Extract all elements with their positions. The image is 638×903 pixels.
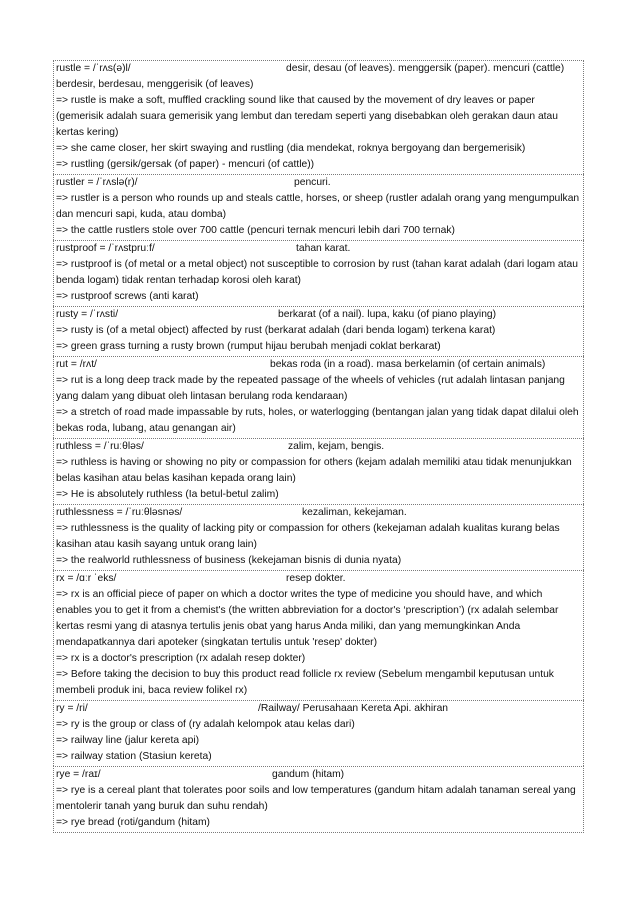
entry-line: => green grass turning a rusty brown (rumput hijau berubah menjadi coklat berkarat): [56, 341, 441, 352]
entry-headword: [56, 701, 581, 717]
entry-line: => ry is the group or class of (ry adalah kelompok atau kelas dari): [56, 719, 355, 730]
entry-pronunciation: ruthless = /ˈruːθləs/: [56, 441, 144, 452]
dictionary-entry-rut: [53, 356, 584, 438]
dictionary-page: [53, 60, 584, 833]
dictionary-entry-rustproof: [53, 240, 584, 306]
entry-translation: kezaliman, kekejaman.: [302, 507, 407, 518]
entry-pronunciation: rusty = /ˈrʌsti/: [56, 309, 119, 320]
entry-headword: [56, 357, 581, 373]
entry-pronunciation: rustle = /ˈrʌs(ə)l/: [56, 63, 131, 74]
entry-line: => the cattle rustlers stole over 700 cattle (pencuri ternak mencuri lebih dari 700 ternak): [56, 225, 455, 236]
entry-translation: tahan karat.: [296, 243, 351, 254]
entry-line: berdesir, berdesau, menggerisik (of leaves): [56, 79, 254, 90]
dictionary-entry-ruthlessness: [53, 504, 584, 570]
entry-headword: [56, 61, 581, 77]
entry-translation: /Railway/ Perusahaan Kereta Api. akhiran: [258, 703, 449, 714]
entry-translation: berkarat (of a nail). lupa, kaku (of piano playing): [278, 309, 497, 320]
entry-line: => rustling (gersik/gersak (of paper) - mencuri (of cattle)): [56, 159, 315, 170]
entry-line: => railway line (jalur kereta api): [56, 735, 200, 746]
dictionary-entry-rustle: [53, 60, 584, 174]
entry-translation: gandum (hitam): [272, 769, 345, 780]
entry-headword: [56, 767, 581, 783]
entry-headword: [56, 241, 581, 257]
entry-line: => she came closer, her skirt swaying and rustling (dia mendekat, roknya bergoyang dan bergemerisik): [56, 143, 526, 154]
entry-pronunciation: ry = /ri/: [56, 703, 88, 714]
entry-pronunciation: rye = /raɪ/: [56, 769, 101, 780]
dictionary-entry-ry: [53, 700, 584, 766]
entry-headword: [56, 307, 581, 323]
entry-line: => rut is a long deep track made by the repeated passage of the wheels of vehicles (rut adalah lintasan panjang yang dalam yang dibuat oleh lintasan berulang roda kendaraan): [56, 375, 565, 402]
dictionary-entry-rye: [53, 766, 584, 833]
entry-line: => rye is a cereal plant that tolerates poor soils and low temperatures (gandum hitam adalah tanaman sereal yang mentolerir tanah yang buruk dan suhu rendah): [56, 785, 576, 812]
entry-pronunciation: rustproof = /ˈrʌstpruːf/: [56, 243, 155, 254]
entry-line: => rustproof screws (anti karat): [56, 291, 199, 302]
entry-line: => rustle is make a soft, muffled crackling sound like that caused by the movement of dry leaves or paper (gemerisik adalah suara gemerisik yang lembut dan teredam seperti yang disebabkan oleh gerakan daun atau kertas kering): [56, 95, 558, 138]
entry-translation: bekas roda (in a road). masa berkelamin (of certain animals): [270, 359, 546, 370]
entry-line: => ruthless is having or showing no pity or compassion for others (kejam adalah memiliki atau tidak menunjukkan belas kasihan atau belas kasihan kepada orang lain): [56, 457, 572, 484]
entry-pronunciation: rustler = /ˈrʌslə(r)/: [56, 177, 138, 188]
entry-headword: [56, 571, 581, 587]
dictionary-entry-ruthless: [53, 438, 584, 504]
entry-headword: [56, 175, 581, 191]
entry-line: => railway station (Stasiun kereta): [56, 751, 212, 762]
entry-line: => rustproof is (of metal or a metal object) not susceptible to corrosion by rust (tahan karat adalah (dari logam atau benda logam) tidak rentan terhadap korosi oleh karat): [56, 259, 578, 286]
dictionary-entry-rustler: [53, 174, 584, 240]
entry-line: => He is absolutely ruthless (Ia betul-betul zalim): [56, 489, 279, 500]
entry-pronunciation: rx = /ɑːr ˈeks/: [56, 573, 117, 584]
entry-pronunciation: rut = /rʌt/: [56, 359, 97, 370]
entry-headword: [56, 439, 581, 455]
entry-line: => Before taking the decision to buy this product read follicle rx review (Sebelum mengambil keputusan untuk membeli produk ini, baca review folikel rx): [56, 669, 554, 696]
entry-translation: desir, desau (of leaves). menggersik (paper). mencuri (cattle): [286, 63, 565, 74]
entry-pronunciation: ruthlessness = /ˈruːθləsnəs/: [56, 507, 183, 518]
entry-headword: [56, 505, 581, 521]
entry-line: => rx is an official piece of paper on which a doctor writes the type of medicine you should have, and which enables you to get it from a chemist's (the written abbreviation for a doctor's ‘prescription’) (rx adalah selembar kertas resmi yang di atasnya tertulis jenis obat yang harus Anda miliki, dan yang memungkinkan Anda mendapatkannya dari apoteker (singkatan tertulis untuk 'resep' dokter): [56, 589, 559, 648]
entry-line: => ruthlessness is the quality of lacking pity or compassion for others (kekejaman adalah kualitas kurang belas kasihan atau kasih sayang untuk orang lain): [56, 523, 560, 550]
entry-line: => rusty is (of a metal object) affected by rust (berkarat adalah (dari benda logam) terkena karat): [56, 325, 496, 336]
dictionary-entry-rusty: [53, 306, 584, 356]
entry-line: => rx is a doctor's prescription (rx adalah resep dokter): [56, 653, 306, 664]
entry-translation: zalim, kejam, bengis.: [288, 441, 385, 452]
dictionary-entry-rx: [53, 570, 584, 700]
entry-translation: resep dokter.: [286, 573, 346, 584]
entry-translation: pencuri.: [294, 177, 331, 188]
entry-line: => a stretch of road made impassable by ruts, holes, or waterlogging (bentangan jalan yang tidak dapat dilalui oleh bekas roda, lubang, atau genangan air): [56, 407, 579, 434]
entry-line: => rustler is a person who rounds up and steals cattle, horses, or sheep (rustler adalah orang yang mengumpulkan dan mencuri sapi, kuda, atau domba): [56, 193, 580, 220]
entry-line: => rye bread (roti/gandum (hitam): [56, 817, 210, 828]
entry-line: => the realworld ruthlessness of business (kekejaman bisnis di dunia nyata): [56, 555, 402, 566]
